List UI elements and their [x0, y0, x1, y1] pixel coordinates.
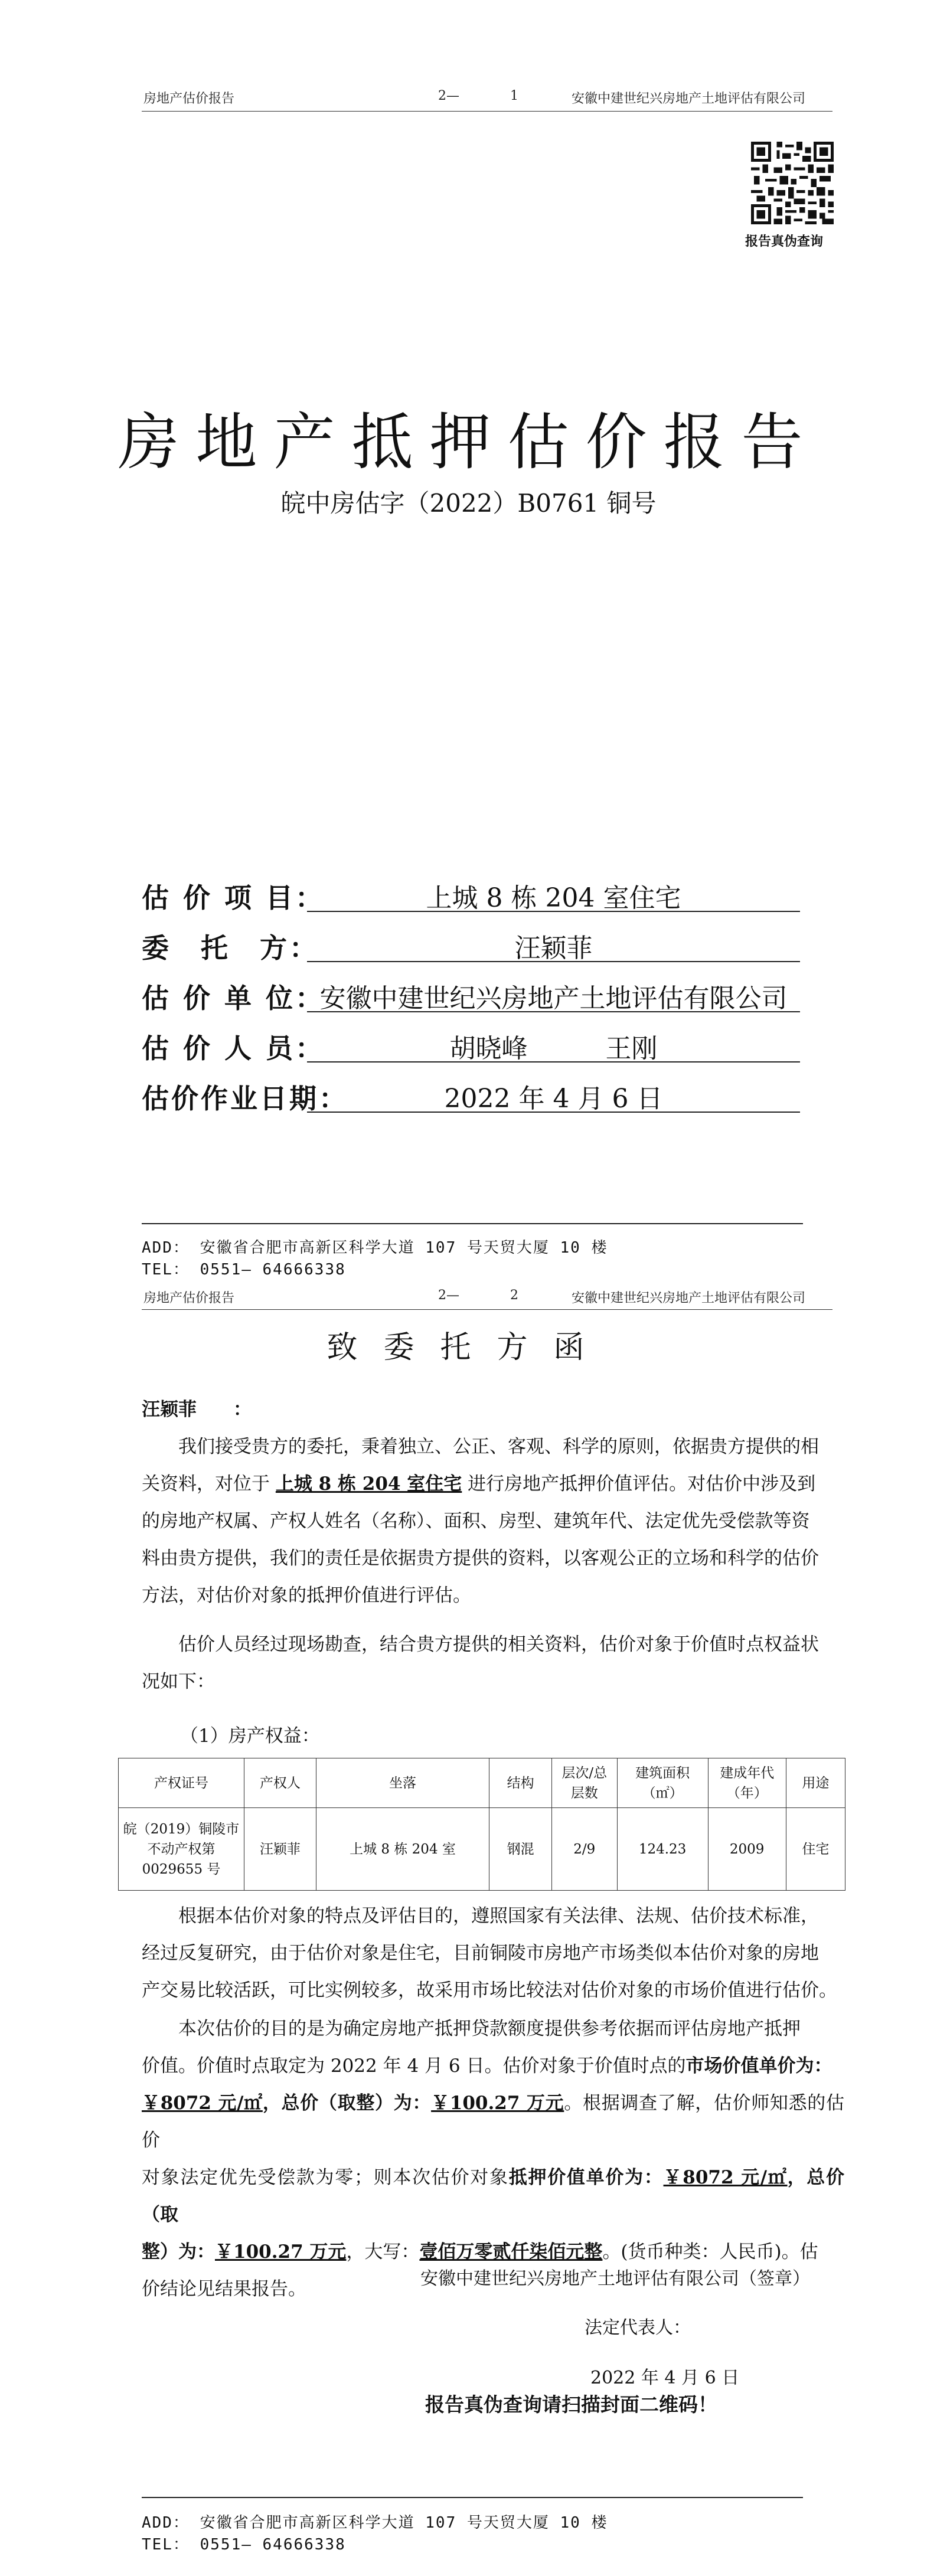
text: 进行房地产抵押价值评估。对估价中涉及到: [462, 1473, 816, 1495]
info-underline: [307, 1061, 800, 1063]
signature-company: 安徽中建世纪兴房地产土地评估有限公司（签章）: [420, 2268, 810, 2289]
text-bold: 市场价值单价为：: [685, 2055, 832, 2077]
line: [142, 2159, 844, 2234]
page2-header-page-num: 2: [510, 1288, 518, 1303]
text: 价值。价值时点取定为 2022 年 4 月 6 日。估价对象于价值时点的: [142, 2055, 686, 2077]
report-title: 房地产抵押估价报告: [117, 406, 820, 478]
line: 方法，对估价对象的抵押价值进行评估。: [142, 1585, 471, 1606]
info-value-appraisers: 胡晓峰 王刚: [449, 1034, 658, 1064]
info-value-date: 2022 年 4 月 6 日: [444, 1084, 663, 1114]
table-cell: 皖（2019）铜陵市不动产权第0029655 号: [119, 1808, 244, 1891]
page2-footer-address: ADD： 安徽省合肥市高新区科学大道 107 号天贸大厦 10 楼: [142, 2514, 608, 2532]
info-label-client: 委 托 方：: [142, 932, 319, 964]
text-bold: 抵押价值单价为：: [508, 2167, 664, 2188]
qr-code: [751, 142, 834, 224]
page2-footer-tel: TEL： 0551— 64666338: [142, 2536, 346, 2554]
text: 。(货币种类：人民币)。估: [602, 2241, 818, 2263]
table-row: [119, 1808, 845, 1891]
info-underline: [307, 1011, 800, 1012]
info-label-appraiser-org: 估 价 单 位：: [142, 982, 325, 1014]
table-cell: 住宅: [786, 1808, 845, 1891]
text-bold: ，总价（取整）为：: [262, 2093, 432, 2114]
line: 料由贵方提供，我们的责任是依据贵方提供的资料，以客观公正的立场和科学的估价: [142, 1548, 819, 1569]
mortgage-total-price: ￥100.27 万元: [215, 2241, 347, 2263]
table-cell: 2/9: [551, 1808, 617, 1891]
table-cell: 上城 8 栋 204 室: [316, 1808, 489, 1891]
letter-title: 致委托方函: [327, 1330, 610, 1365]
col-header: 坐落: [316, 1758, 489, 1808]
page1-header-page-num: 1: [510, 89, 518, 103]
salutation: 汪颖菲 ：: [142, 1399, 252, 1420]
info-value-project: 上城 8 栋 204 室住宅: [426, 883, 681, 913]
col-header: 产权证号: [119, 1758, 244, 1808]
line: 的房地产权属、产权人姓名（名称）、面积、房型、建筑年代、法定优先受偿款等资: [142, 1511, 810, 1532]
line: 经过反复研究，由于估价对象是住宅，目前铜陵市房地产市场类似本估价对象的房地: [142, 1943, 819, 1964]
info-underline: [307, 961, 800, 962]
page1-header-rule: [142, 111, 832, 112]
text: 对象法定优先受偿款为零；则本次估价对象: [142, 2167, 509, 2188]
line: [142, 1466, 844, 1503]
page1-footer-address: ADD： 安徽省合肥市高新区科学大道 107 号天贸大厦 10 楼: [142, 1239, 608, 1257]
info-label-project: 估 价 项 目：: [142, 882, 325, 914]
page2-header-right: 安徽中建世纪兴房地产土地评估有限公司: [572, 1291, 806, 1306]
col-header: 建成年代（年）: [708, 1758, 786, 1808]
paragraph-entrustment: [142, 1428, 844, 1614]
info-label-date: 估价作业日期：: [142, 1083, 348, 1114]
line: 况如下：: [142, 1671, 215, 1692]
table-cell: 汪颖菲: [244, 1808, 316, 1891]
table-cell: 2009: [708, 1808, 786, 1891]
text: ，大写：: [346, 2241, 420, 2263]
page1-footer-tel: TEL： 0551— 64666338: [142, 1261, 346, 1279]
rights-heading: （1）房产权益：: [180, 1725, 320, 1747]
col-header: 层次/总层数: [551, 1758, 617, 1808]
property-rights-table: [118, 1758, 845, 1891]
info-value-appraiser-org: 安徽中建世纪兴房地产土地评估有限公司: [319, 983, 788, 1014]
table-cell: 钢混: [489, 1808, 551, 1891]
line: 我们接受贵方的委托，秉着独立、公正、客观、科学的原则，依据贵方提供的相: [178, 1436, 819, 1457]
line: 根据本估价对象的特点及评估目的，遵照国家有关法律、法规、估价技术标准，: [178, 1905, 819, 1927]
property-address: 上城 8 栋 204 室住宅: [275, 1473, 462, 1495]
table-cell: 124.23: [617, 1808, 708, 1891]
page1-footer-rule: [142, 1223, 803, 1224]
verify-note: 报告真伪查询请扫描封面二维码！: [425, 2393, 717, 2416]
col-header: 产权人: [244, 1758, 316, 1808]
col-header: 结构: [489, 1758, 551, 1808]
market-total-price: ￥100.27 万元: [431, 2093, 564, 2114]
text-bold: ，总价（取: [142, 2167, 845, 2225]
paragraph-method: [142, 1898, 844, 2009]
page2-header-page-prefix: 2—: [438, 1288, 459, 1303]
info-value-client: 汪颖菲: [514, 933, 593, 963]
info-label-appraisers: 估 价 人 员：: [142, 1032, 325, 1064]
page1-header-right: 安徽中建世纪兴房地产土地评估有限公司: [572, 91, 806, 106]
line: 本次估价的目的是为确定房地产抵押贷款额度提供参考依据而评估房地产抵押: [178, 2018, 801, 2039]
qr-caption: 报告真伪查询: [745, 234, 824, 249]
line: [142, 2085, 844, 2159]
document-number: 皖中房估字（2022）B0761 铜号: [280, 489, 657, 518]
info-underline: [307, 1112, 800, 1113]
letter-date: 2022 年 4 月 6 日: [590, 2368, 740, 2388]
table-header-row: [119, 1758, 845, 1808]
page2-header-left: 房地产估价报告: [143, 1291, 235, 1306]
info-underline: [307, 911, 800, 912]
page1-header-page-prefix: 2—: [438, 89, 459, 103]
col-header: 用途: [786, 1758, 845, 1808]
text: 关资料，对位于: [142, 1473, 276, 1495]
amount-in-words: 壹佰万零贰仟柒佰元整: [419, 2241, 603, 2263]
mortgage-unit-price: ￥8072 元/㎡: [663, 2167, 788, 2188]
line: 产交易比较活跃，可比实例较多，故采用市场比较法对估价对象的市场价值进行估价。: [142, 1980, 837, 2001]
page2-footer-rule: [142, 2497, 803, 2498]
text: 。根据调查了解，估价师知悉的估价: [142, 2093, 845, 2151]
market-unit-price: ￥8072 元/㎡: [142, 2093, 263, 2114]
col-header: 建筑面积（㎡）: [617, 1758, 708, 1808]
line: [142, 2048, 844, 2085]
page1-header-left: 房地产估价报告: [143, 91, 235, 106]
paragraph-survey: [142, 1626, 844, 1701]
text-bold: 整）为：: [142, 2241, 215, 2263]
page2-header-rule: [142, 1309, 832, 1310]
line: 估价人员经过现场勘查，结合贵方提供的相关资料，估价对象于价值时点权益状: [178, 1634, 819, 1655]
line: 价结论见结果报告。: [142, 2278, 306, 2300]
legal-representative: 法定代表人：: [585, 2317, 691, 2338]
